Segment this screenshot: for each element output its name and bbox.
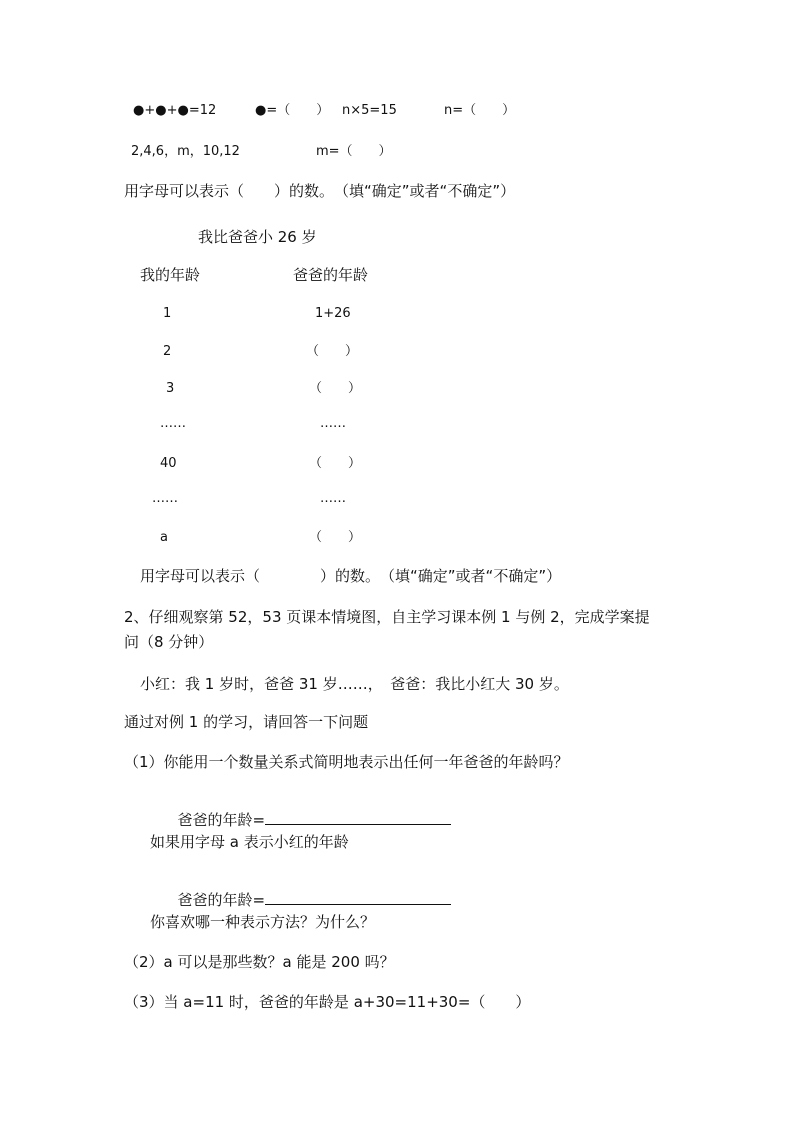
number-sequence: 2,4,6，m，10,12: [131, 144, 240, 159]
fill-in-row-2: [168, 875, 451, 908]
dad-age-header: 爸爸的年龄: [293, 266, 369, 284]
letter-meaning-question-1: 用字母可以表示（ ）的数。 （填“确定”或者“不确定”）: [124, 182, 516, 200]
answer-blank-2[interactable]: [265, 890, 451, 905]
my-age-cell: 2: [163, 344, 172, 359]
my-age-ellipsis: ……: [160, 416, 186, 431]
example-intro: 通过对例 1 的学习，请回答一下问题: [124, 713, 369, 731]
age-table-title: 我比爸爸小 26 岁: [198, 228, 317, 246]
my-age-cell: 1: [163, 306, 172, 321]
question-1: （1）你能用一个数量关系式简明地表示出任何一年爸爸的年龄吗？: [124, 753, 569, 771]
dad-age-ellipsis: ……: [320, 491, 346, 506]
letter-a-intro: 如果用字母 a 表示小红的年龄: [150, 833, 349, 851]
question-3: （3）当 a=11 时，爸爸的年龄是 a+30=11+30=（ ）: [124, 993, 531, 1011]
question-2: （2）a 可以是那些数？a 能是 200 吗？: [124, 953, 395, 971]
section-2-instruction: 2、仔细观察第 52，53 页课本情境图，自主学习课本例 1 与例 2，完成学案提: [124, 608, 650, 626]
sequence-m-answer: m=（ ）: [316, 144, 392, 159]
dad-age-cell: 1+26: [315, 306, 351, 321]
dad-age-blank: （ ）: [306, 344, 359, 359]
section-2-instruction-cont: 问（8 分钟）: [124, 633, 214, 651]
letter-meaning-question-2: 用字母可以表示（ ）的数。 （填“确定”或者“不确定”）: [140, 567, 562, 585]
my-age-header: 我的年龄: [140, 266, 201, 284]
equation-n-answer: n=（ ）: [444, 103, 516, 118]
preference-question: 你喜欢哪一种表示方法？为什么？: [150, 913, 376, 931]
my-age-cell: 40: [160, 456, 177, 471]
dad-age-blank: （ ）: [309, 530, 362, 545]
fill-in-row-1: [168, 795, 451, 828]
dad-age-ellipsis: ……: [320, 416, 346, 431]
answer-blank-1[interactable]: [265, 810, 451, 825]
fill-label: 爸爸的年龄=: [177, 891, 266, 909]
dad-age-blank: （ ）: [309, 381, 362, 396]
my-age-ellipsis: ……: [152, 491, 178, 506]
equation-dot-answer: ●=（ ）: [255, 103, 330, 118]
equation-n-times-5: n×5=15: [342, 103, 397, 118]
dad-age-blank: （ ）: [309, 456, 362, 471]
dialog-line: 小红：我 1 岁时，爸爸 31 岁……， 爸爸：我比小红大 30 岁。: [140, 675, 569, 693]
fill-label: 爸爸的年龄=: [177, 811, 266, 829]
equation-dots-sum: ●+●+●=12: [133, 103, 217, 118]
my-age-cell: 3: [166, 381, 175, 396]
my-age-letter-a: a: [160, 530, 168, 545]
